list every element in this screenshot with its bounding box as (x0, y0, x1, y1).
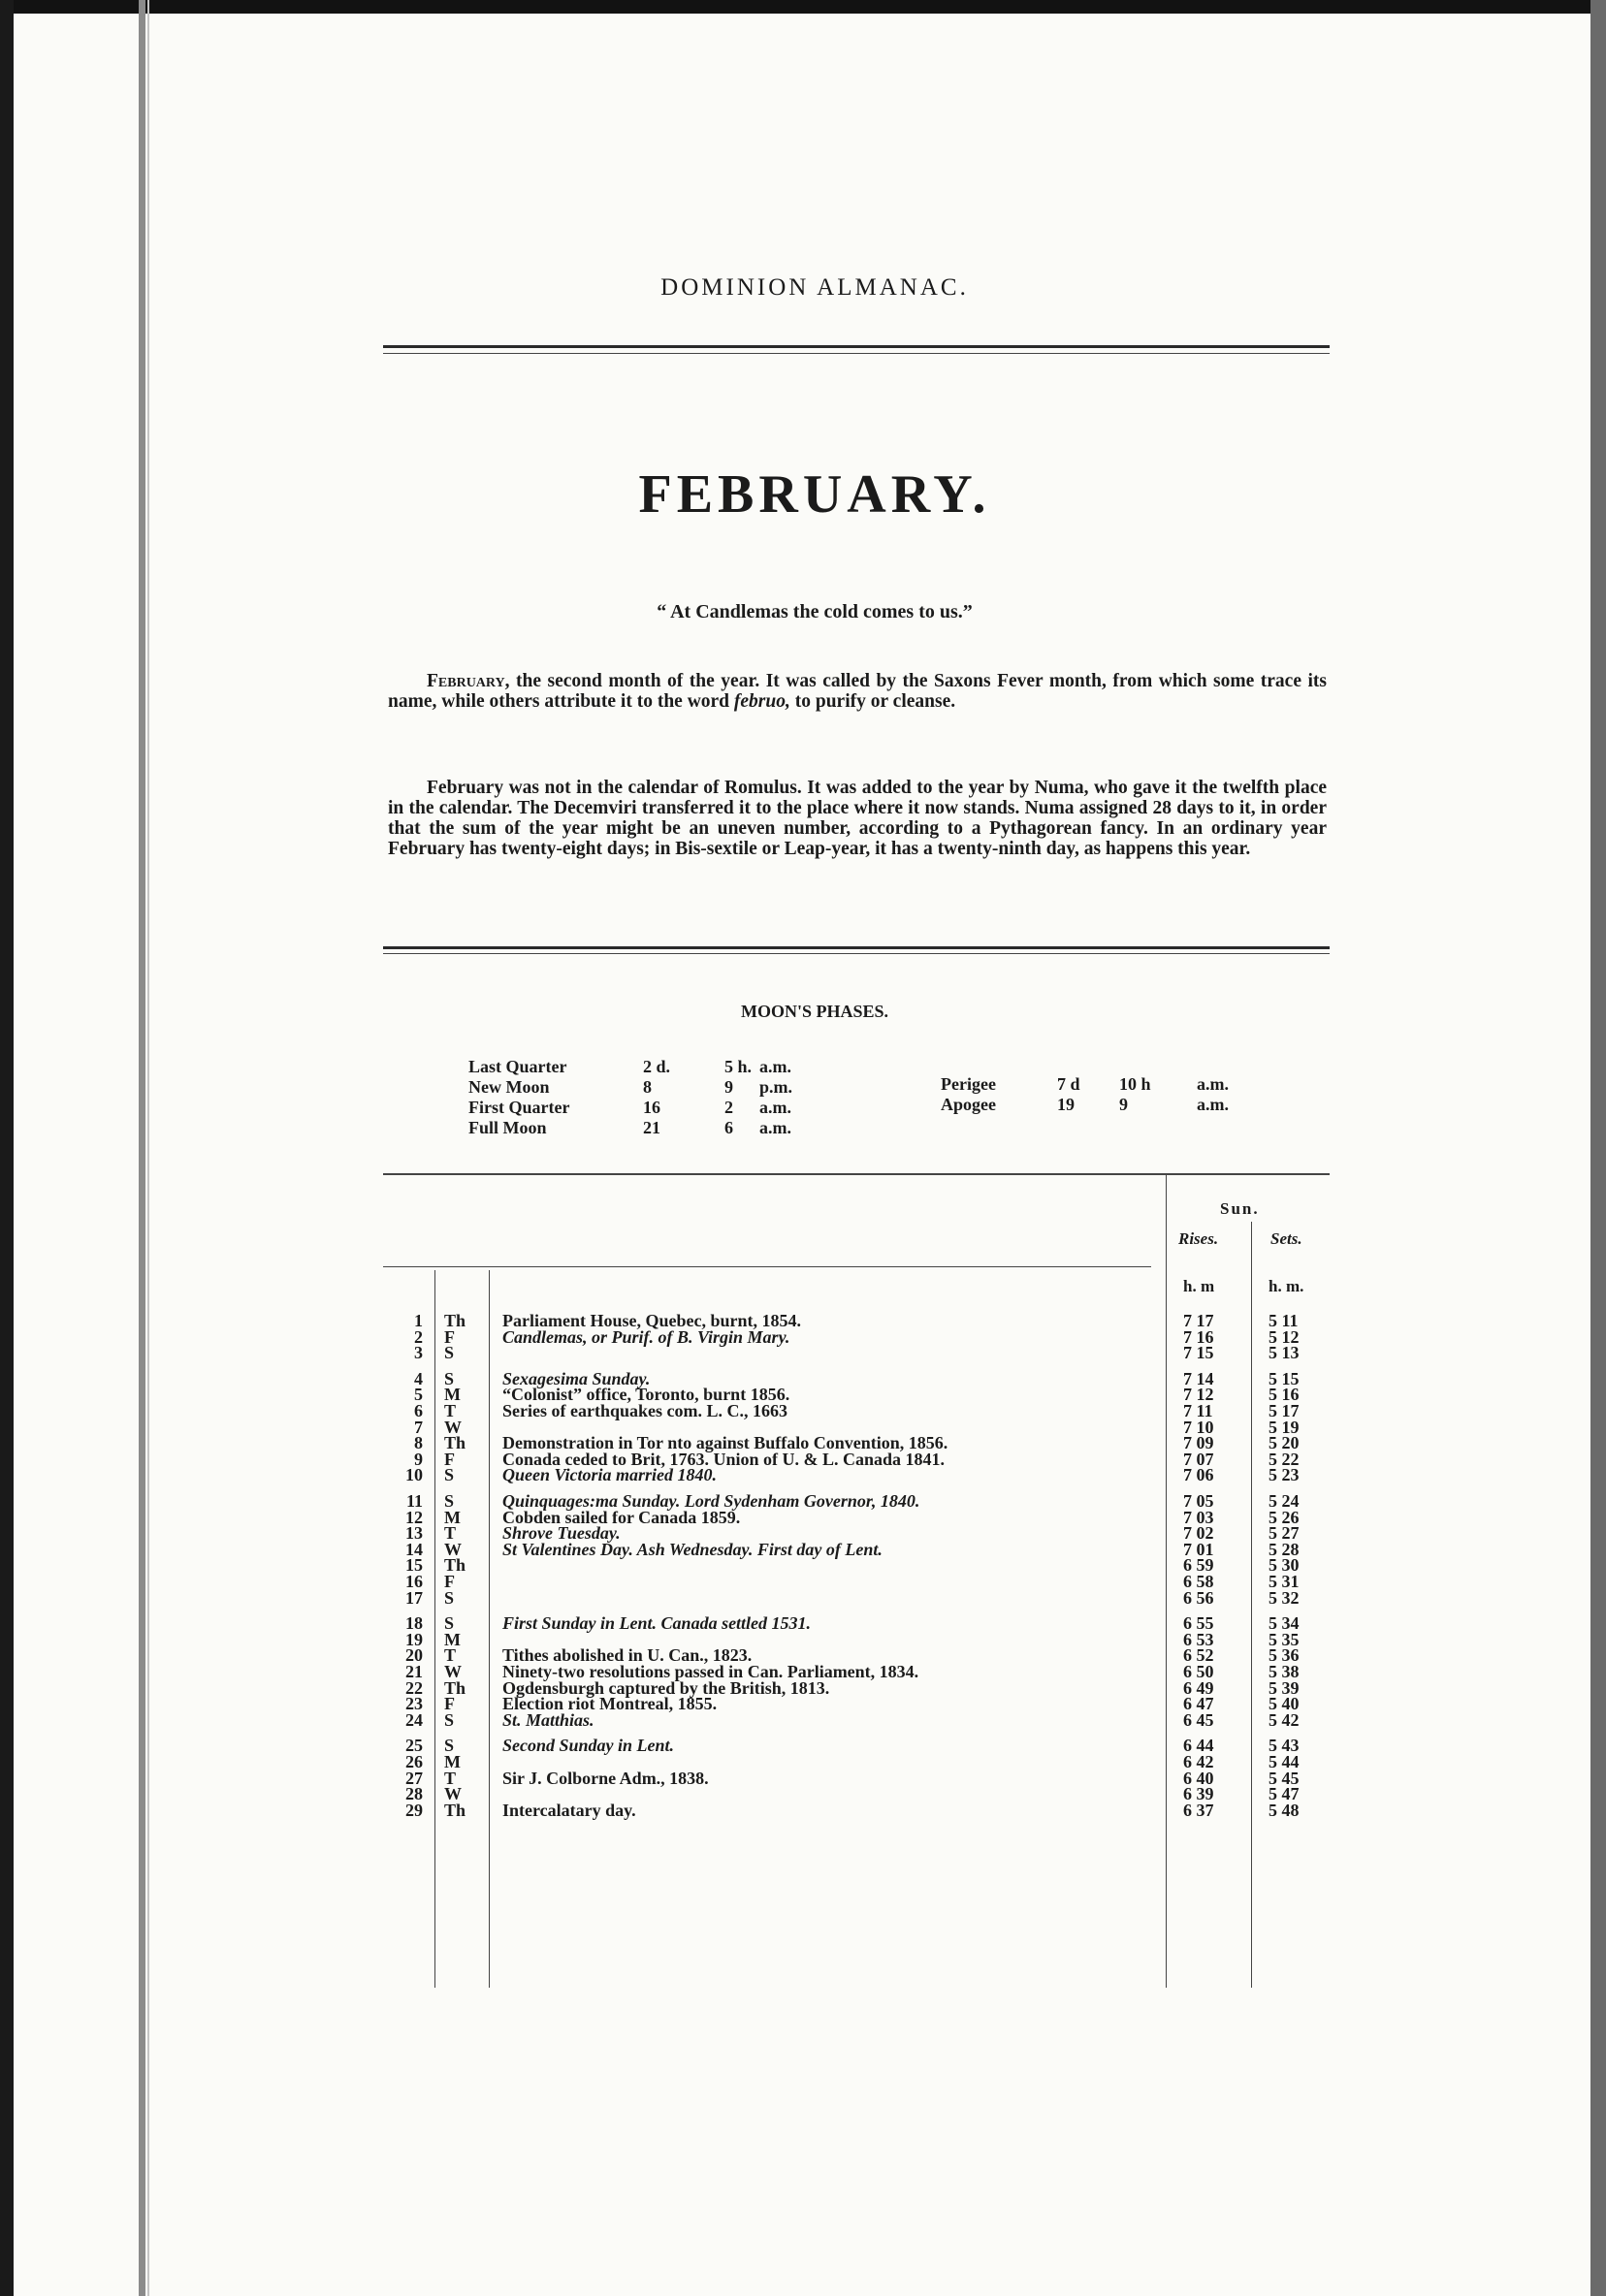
row-day: 10 (405, 1465, 423, 1485)
row-wd: M (444, 1629, 461, 1649)
row-set: 5 24 (1269, 1491, 1300, 1511)
row-ev: Tithes abolished in U. Can., 1823. (502, 1645, 753, 1666)
row-set: 5 48 (1269, 1800, 1300, 1820)
moon-phases-title: MOON'S PHASES. (740, 1002, 889, 1021)
row-day: 23 (405, 1694, 423, 1714)
row-day: 15 (405, 1555, 423, 1576)
row-rise: 7 11 (1183, 1401, 1213, 1420)
moon-phase-hour: 9 (1119, 1095, 1128, 1114)
row-day: 27 (405, 1768, 423, 1788)
row-day: 17 (405, 1587, 423, 1608)
row-day: 8 (414, 1433, 423, 1453)
row-wd: Th (444, 1677, 466, 1698)
row-wd: T (444, 1645, 457, 1666)
motto: “ At Candlemas the cold comes to us.” (657, 601, 973, 622)
moon-phase-period: a.m. (759, 1057, 791, 1076)
row-rise: 7 16 (1183, 1326, 1214, 1347)
row-wd: S (444, 1343, 455, 1363)
row-set: 5 42 (1269, 1709, 1300, 1730)
weekday-column-divider (489, 1270, 490, 1988)
scan-top-edge (0, 0, 1606, 14)
row-set: 5 39 (1269, 1677, 1300, 1698)
row-wd: F (444, 1326, 455, 1347)
row-ev: St Valentines Day. Ash Wednesday. First day of Lent. (502, 1539, 883, 1559)
moon-phase-period: a.m. (1197, 1095, 1229, 1114)
row-rise: 6 52 (1183, 1645, 1214, 1666)
intro-latin-word: februo, (733, 691, 790, 712)
intro-text-1-tail: to purify or cleanse. (789, 691, 956, 712)
row-set: 5 38 (1269, 1662, 1300, 1681)
row-ev: Demonstration in Tor nto against Buffalo Convention, 1856. (502, 1433, 948, 1453)
row-ev: Conada ceded to Brit, 1763. Union of U. & L. Canada 1841. (502, 1449, 946, 1469)
row-wd: S (444, 1709, 455, 1730)
row-day: 19 (405, 1629, 423, 1649)
row-set: 5 30 (1269, 1555, 1300, 1576)
day-column-divider (434, 1270, 435, 1988)
row-rise: 7 05 (1183, 1491, 1214, 1511)
row-day: 7 (414, 1417, 423, 1437)
row-rise: 7 02 (1183, 1523, 1214, 1544)
row-rise: 6 58 (1183, 1572, 1214, 1591)
row-rise: 6 37 (1183, 1800, 1214, 1820)
row-rise: 7 17 (1183, 1311, 1214, 1330)
row-wd: Th (444, 1800, 466, 1820)
row-day: 13 (405, 1523, 423, 1544)
row-set: 5 20 (1269, 1433, 1300, 1453)
moon-phase-day: 16 (643, 1098, 660, 1117)
row-set: 5 36 (1269, 1645, 1300, 1666)
row-wd: T (444, 1401, 457, 1420)
row-rise: 6 50 (1183, 1662, 1214, 1681)
row-day: 29 (405, 1800, 423, 1820)
sets-units: h. m. (1269, 1277, 1304, 1295)
moon-phase-period: a.m. (759, 1098, 791, 1117)
row-day: 2 (414, 1326, 423, 1347)
row-rise: 6 49 (1183, 1677, 1214, 1698)
row-ev: Sexagesima Sunday. (502, 1368, 651, 1388)
row-wd: W (444, 1784, 462, 1804)
row-wd: W (444, 1539, 462, 1559)
moon-phase-period: p.m. (759, 1077, 793, 1097)
row-day: 12 (405, 1507, 423, 1527)
row-ev: Sir J. Colborne Adm., 1838. (502, 1768, 709, 1788)
running-title: DOMINION ALMANAC. (660, 274, 969, 301)
row-ev: Ogdensburgh captured by the British, 1813. (502, 1677, 830, 1698)
moon-phase-day: 19 (1057, 1095, 1075, 1114)
book-gutter (139, 0, 145, 2296)
row-rise: 6 40 (1183, 1768, 1214, 1788)
moon-phase-hour: 9 (724, 1077, 733, 1097)
moon-phase-day: 21 (643, 1118, 660, 1137)
row-ev: St. Matthias. (502, 1709, 594, 1730)
row-rise: 7 14 (1183, 1368, 1214, 1388)
row-set: 5 27 (1269, 1523, 1300, 1544)
moon-phase-day: 7 d (1057, 1074, 1080, 1094)
row-rise: 7 01 (1183, 1539, 1214, 1559)
book-gutter-highlight (147, 0, 149, 2296)
moon-phase-hour: 2 (724, 1098, 733, 1117)
row-set: 5 13 (1269, 1343, 1300, 1363)
row-rise: 6 39 (1183, 1784, 1214, 1804)
row-day: 16 (405, 1572, 423, 1591)
row-day: 25 (405, 1736, 423, 1756)
row-day: 24 (405, 1709, 423, 1730)
row-rise: 6 59 (1183, 1555, 1214, 1576)
moon-phase-name: Perigee (941, 1074, 996, 1094)
row-ev: Cobden sailed for Canada 1859. (502, 1507, 741, 1527)
row-set: 5 35 (1269, 1629, 1300, 1649)
row-set: 5 34 (1269, 1613, 1300, 1634)
row-rise: 6 44 (1183, 1736, 1214, 1756)
row-wd: Th (444, 1555, 466, 1576)
row-ev: Election riot Montreal, 1855. (502, 1694, 718, 1714)
moon-phase-hour: 5 h. (724, 1057, 753, 1076)
sun-column-divider (1166, 1175, 1167, 1988)
moon-phase-name: Apogee (941, 1095, 996, 1114)
moon-phase-period: a.m. (1197, 1074, 1229, 1094)
moon-phase-hour: 10 h (1119, 1074, 1151, 1094)
row-set: 5 15 (1269, 1368, 1300, 1388)
row-wd: S (444, 1587, 455, 1608)
row-set: 5 28 (1269, 1539, 1300, 1559)
scan-left-edge (0, 0, 14, 2296)
row-wd: S (444, 1465, 455, 1485)
month-title: FEBRUARY. (638, 464, 991, 525)
row-wd: M (444, 1507, 461, 1527)
row-rise: 7 07 (1183, 1449, 1214, 1469)
row-day: 1 (414, 1311, 423, 1330)
row-rise: 6 47 (1183, 1694, 1214, 1714)
row-day: 6 (414, 1401, 423, 1420)
row-wd: S (444, 1491, 455, 1511)
rise-set-divider (1251, 1222, 1252, 1988)
row-ev: Quinquages:ma Sunday. Lord Sydenham Governor, 1840. (502, 1491, 920, 1511)
row-ev: Queen Victoria married 1840. (502, 1465, 718, 1485)
row-set: 5 47 (1269, 1784, 1300, 1804)
row-wd: S (444, 1368, 455, 1388)
moon-phase-name: Last Quarter (468, 1057, 567, 1076)
moon-phase-day: 8 (643, 1077, 652, 1097)
row-day: 3 (414, 1343, 423, 1363)
row-set: 5 12 (1269, 1326, 1300, 1347)
section-rule-top (383, 946, 1330, 949)
row-wd: S (444, 1613, 455, 1634)
row-wd: W (444, 1417, 462, 1437)
row-day: 4 (414, 1368, 423, 1388)
row-wd: S (444, 1736, 455, 1756)
moon-phase-day: 2 d. (643, 1057, 671, 1076)
row-day: 28 (405, 1784, 423, 1804)
row-set: 5 40 (1269, 1694, 1300, 1714)
row-day: 21 (405, 1662, 423, 1681)
row-wd: T (444, 1768, 457, 1788)
row-rise: 6 42 (1183, 1752, 1214, 1771)
row-wd: M (444, 1752, 461, 1771)
row-set: 5 11 (1269, 1311, 1299, 1330)
row-wd: F (444, 1449, 455, 1469)
row-wd: Th (444, 1311, 466, 1330)
row-day: 11 (405, 1491, 423, 1511)
row-day: 22 (405, 1677, 423, 1698)
row-set: 5 26 (1269, 1507, 1300, 1527)
row-rise: 7 15 (1183, 1343, 1214, 1363)
rises-units: h. m (1183, 1277, 1215, 1295)
intro-paragraph-2: February was not in the calendar of Romulus. It was added to the year by Numa, who gave it the twelfth place in the calendar. The Decemviri transferred it to the place where it now stands. Numa assigned 28 days to it, in order that the sum of the year might be an uneven number, according to a Pythagorean fancy. In an ordinary year February has twenty-eight days; in Bis-sextile or Leap-year, it has a twenty-ninth day, as happens this year. (388, 778, 1327, 859)
row-day: 14 (405, 1539, 423, 1559)
row-day: 26 (405, 1752, 423, 1771)
row-day: 5 (414, 1385, 423, 1405)
table-top-rule (383, 1173, 1330, 1175)
row-ev: Candlemas, or Purif. of B. Virgin Mary. (502, 1326, 790, 1347)
row-ev: Ninety-two resolutions passed in Can. Parliament, 1834. (502, 1662, 919, 1681)
row-day: 9 (414, 1449, 423, 1469)
row-set: 5 45 (1269, 1768, 1300, 1788)
row-ev: Series of earthquakes com. L. C., 1663 (502, 1401, 787, 1420)
row-wd: M (444, 1385, 461, 1405)
moon-phase-period: a.m. (759, 1118, 791, 1137)
header-rule-top (383, 345, 1330, 348)
row-set: 5 17 (1269, 1401, 1300, 1420)
sun-header: Sun. (1220, 1199, 1260, 1218)
row-wd: T (444, 1523, 457, 1544)
row-day: 20 (405, 1645, 423, 1666)
table-header-rule (383, 1266, 1151, 1267)
row-ev: Intercalatary day. (502, 1800, 636, 1820)
intro-paragraph-1 (388, 671, 1327, 712)
row-set: 5 23 (1269, 1465, 1300, 1485)
rises-header: Rises. (1178, 1229, 1219, 1248)
row-set: 5 16 (1269, 1385, 1300, 1405)
row-wd: Th (444, 1433, 466, 1453)
row-ev: Second Sunday in Lent. (502, 1736, 675, 1756)
row-ev: Parliament House, Quebec, burnt, 1854. (502, 1311, 801, 1330)
row-wd: F (444, 1694, 455, 1714)
row-rise: 6 53 (1183, 1629, 1214, 1649)
row-set: 5 44 (1269, 1752, 1300, 1771)
row-rise: 7 06 (1183, 1465, 1214, 1485)
row-ev: “Colonist” office, Toronto, burnt 1856. (502, 1385, 790, 1405)
row-rise: 6 56 (1183, 1587, 1214, 1608)
row-day: 18 (405, 1613, 423, 1634)
moon-phase-hour: 6 (724, 1118, 733, 1137)
row-wd: F (444, 1572, 455, 1591)
header-rule-bottom (383, 353, 1330, 354)
intro-lead-word: February, (427, 671, 510, 691)
row-wd: W (444, 1662, 462, 1681)
row-set: 5 22 (1269, 1449, 1300, 1469)
moon-phase-name: First Quarter (468, 1098, 570, 1117)
intro-text-1: the second month of the year. It was called by the Saxons Fever month, from which some trace its name, while others attribute it to the word (388, 671, 1327, 712)
sets-header: Sets. (1270, 1229, 1302, 1248)
row-ev: Shrove Tuesday. (502, 1523, 621, 1544)
row-set: 5 19 (1269, 1417, 1300, 1437)
moon-phase-name: Full Moon (468, 1118, 547, 1137)
row-rise: 7 09 (1183, 1433, 1214, 1453)
row-set: 5 32 (1269, 1587, 1300, 1608)
scan-right-edge (1590, 0, 1606, 2296)
section-rule-bottom (383, 953, 1330, 954)
row-rise: 6 45 (1183, 1709, 1214, 1730)
row-set: 5 43 (1269, 1736, 1300, 1756)
row-ev: First Sunday in Lent. Canada settled 1531. (502, 1613, 812, 1634)
row-rise: 7 03 (1183, 1507, 1214, 1527)
row-set: 5 31 (1269, 1572, 1300, 1591)
moon-phase-name: New Moon (468, 1077, 550, 1097)
row-rise: 7 10 (1183, 1417, 1214, 1437)
row-rise: 7 12 (1183, 1385, 1214, 1405)
row-rise: 6 55 (1183, 1613, 1214, 1634)
